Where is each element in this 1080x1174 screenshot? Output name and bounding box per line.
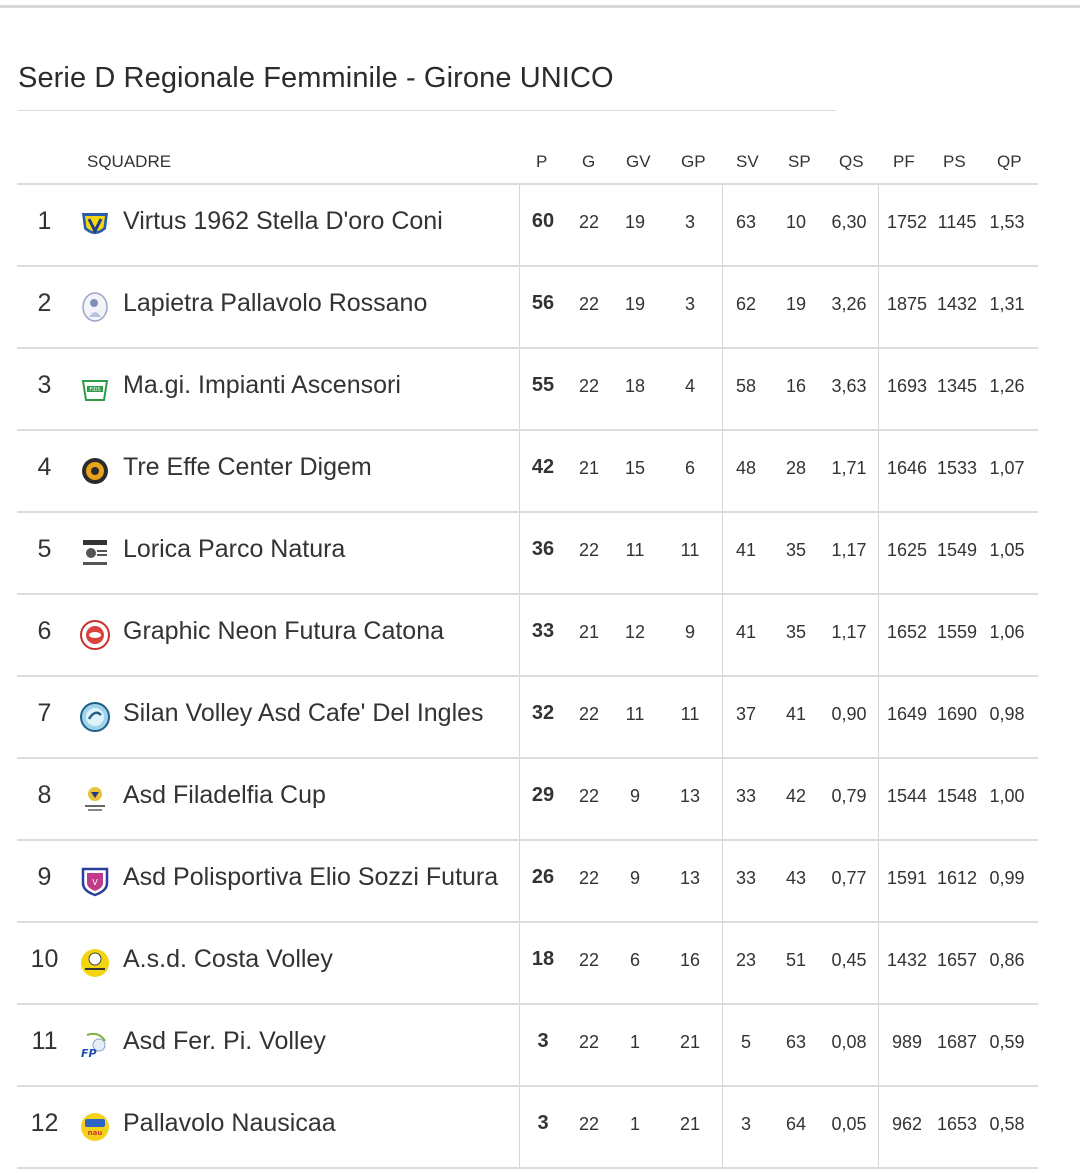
cell-qp: 1,26 <box>989 376 1025 396</box>
cell-g: 22 <box>578 540 600 560</box>
cell-gp: 13 <box>679 868 701 888</box>
cell-qs: 1,17 <box>831 622 867 642</box>
svg-text:FIDS: FIDS <box>89 387 101 393</box>
rank-cell: 1 <box>37 207 52 235</box>
cell-p: 55 <box>531 374 555 396</box>
magi-logo-icon <box>79 373 111 405</box>
cell-g: 22 <box>578 294 600 314</box>
cell-qs: 0,79 <box>831 786 867 806</box>
cell-ps: 1549 <box>936 540 978 560</box>
cell-sv: 41 <box>735 540 757 560</box>
cell-qp: 1,31 <box>989 294 1025 314</box>
page-title: Serie D Regionale Femminile - Girone UNICO <box>18 62 614 94</box>
cell-gv: 6 <box>629 950 640 970</box>
cell-p: 3 <box>537 1030 549 1052</box>
sozzi-logo-icon <box>79 865 111 897</box>
cell-qs: 0,90 <box>831 704 867 724</box>
team-name[interactable]: A.s.d. Costa Volley <box>123 945 333 973</box>
cell-g: 21 <box>578 458 600 478</box>
table-row <box>17 595 1038 677</box>
graphic-neon-logo-icon <box>79 619 111 651</box>
table-row <box>17 1005 1038 1087</box>
cell-g: 22 <box>578 950 600 970</box>
cell-p: 36 <box>531 538 555 560</box>
table-row <box>17 759 1038 841</box>
cell-pf: 1649 <box>886 704 928 724</box>
cell-sv: 23 <box>735 950 757 970</box>
column-divider <box>878 595 879 675</box>
cell-sv: 58 <box>735 376 757 396</box>
virtus-logo-icon <box>79 209 111 241</box>
cell-gv: 12 <box>624 622 646 642</box>
column-divider <box>878 185 879 265</box>
cell-sv: 33 <box>735 868 757 888</box>
cell-p: 18 <box>531 948 555 970</box>
team-name[interactable]: Pallavolo Nausicaa <box>123 1109 336 1137</box>
table-row <box>17 513 1038 595</box>
cell-qs: 1,17 <box>831 540 867 560</box>
cell-qp: 1,53 <box>989 212 1025 232</box>
header-p: P <box>536 152 548 171</box>
column-divider <box>878 513 879 593</box>
cell-g: 21 <box>578 622 600 642</box>
costa-logo-icon <box>79 947 111 979</box>
cell-sp: 41 <box>785 704 807 724</box>
table-row <box>17 267 1038 349</box>
table-header <box>17 140 1038 185</box>
cell-sp: 35 <box>785 622 807 642</box>
table-row <box>17 431 1038 513</box>
table-row <box>17 185 1038 267</box>
cell-qp: 1,07 <box>989 458 1025 478</box>
cell-sv: 62 <box>735 294 757 314</box>
cell-ps: 1548 <box>936 786 978 806</box>
cell-ps: 1653 <box>936 1114 978 1134</box>
cell-gp: 21 <box>679 1032 701 1052</box>
team-name[interactable]: Silan Volley Asd Cafe' Del Ingles <box>123 699 484 727</box>
column-divider <box>878 923 879 1003</box>
team-name[interactable]: Ma.gi. Impianti Ascensori <box>123 371 401 399</box>
table-row <box>17 349 1038 431</box>
cell-p: 29 <box>531 784 555 806</box>
cell-ps: 1657 <box>936 950 978 970</box>
standings-table <box>17 140 1038 1169</box>
cell-pf: 1432 <box>886 950 928 970</box>
cell-gv: 15 <box>624 458 646 478</box>
header-g: G <box>582 152 596 171</box>
header-pf: PF <box>893 152 915 171</box>
cell-g: 22 <box>578 868 600 888</box>
rank-cell: 7 <box>37 699 52 727</box>
ferpi-logo-icon <box>79 1029 111 1061</box>
cell-gp: 21 <box>679 1114 701 1134</box>
cell-p: 60 <box>531 210 555 232</box>
cell-sp: 64 <box>785 1114 807 1134</box>
cell-pf: 1646 <box>886 458 928 478</box>
title-divider <box>18 110 836 111</box>
cell-sp: 43 <box>785 868 807 888</box>
cell-qp: 0,58 <box>989 1114 1025 1134</box>
column-divider <box>878 759 879 839</box>
svg-text:FP: FP <box>81 1047 97 1060</box>
cell-gp: 6 <box>684 458 695 478</box>
cell-qp: 0,99 <box>989 868 1025 888</box>
cell-sp: 35 <box>785 540 807 560</box>
header-qs: QS <box>839 152 864 171</box>
cell-pf: 1752 <box>886 212 928 232</box>
header-qp: QP <box>997 152 1022 171</box>
column-divider <box>878 677 879 757</box>
rank-cell: 6 <box>37 617 52 645</box>
cell-qs: 6,30 <box>831 212 867 232</box>
table-row <box>17 923 1038 1005</box>
cell-qp: 1,00 <box>989 786 1025 806</box>
cell-sp: 51 <box>785 950 807 970</box>
team-name[interactable]: Asd Polisportiva Elio Sozzi Futura <box>123 863 499 891</box>
table-row <box>17 1087 1038 1169</box>
team-name[interactable]: Asd Filadelfia Cup <box>123 781 326 809</box>
cell-ps: 1345 <box>936 376 978 396</box>
cell-sv: 3 <box>740 1114 751 1134</box>
rank-cell: 3 <box>37 371 52 399</box>
rank-cell: 2 <box>37 289 52 317</box>
rank-cell: 12 <box>30 1109 59 1137</box>
cell-gp: 3 <box>684 294 695 314</box>
table-row <box>17 677 1038 759</box>
cell-p: 33 <box>531 620 555 642</box>
cell-ps: 1432 <box>936 294 978 314</box>
cell-gp: 4 <box>684 376 695 396</box>
cell-gv: 1 <box>629 1032 640 1052</box>
team-name[interactable]: Tre Effe Center Digem <box>123 453 372 481</box>
cell-sv: 48 <box>735 458 757 478</box>
cell-pf: 1875 <box>886 294 928 314</box>
cell-g: 22 <box>578 212 600 232</box>
cell-qp: 1,05 <box>989 540 1025 560</box>
cell-gp: 3 <box>684 212 695 232</box>
rank-cell: 5 <box>37 535 52 563</box>
cell-g: 22 <box>578 1114 600 1134</box>
team-name[interactable]: Graphic Neon Futura Catona <box>123 617 445 645</box>
team-name[interactable]: Lorica Parco Natura <box>123 535 346 563</box>
filadelfia-logo-icon <box>79 783 111 815</box>
column-divider <box>878 841 879 921</box>
header-sv: SV <box>736 152 759 171</box>
cell-g: 22 <box>578 376 600 396</box>
cell-ps: 1687 <box>936 1032 978 1052</box>
cell-sp: 42 <box>785 786 807 806</box>
cell-sv: 5 <box>740 1032 751 1052</box>
rank-cell: 4 <box>37 453 52 481</box>
cell-gp: 11 <box>680 540 700 560</box>
header-ps: PS <box>943 152 966 171</box>
cell-pf: 1591 <box>886 868 928 888</box>
column-divider <box>878 1087 879 1167</box>
cell-sv: 33 <box>735 786 757 806</box>
cell-sv: 63 <box>735 212 757 232</box>
cell-g: 22 <box>578 704 600 724</box>
rank-cell: 10 <box>30 945 59 973</box>
silan-logo-icon <box>79 701 111 733</box>
cell-pf: 1693 <box>886 376 928 396</box>
cell-sp: 28 <box>785 458 807 478</box>
cell-sv: 41 <box>735 622 757 642</box>
cell-gp: 9 <box>684 622 695 642</box>
lapietra-logo-icon <box>79 291 111 323</box>
cell-sp: 63 <box>785 1032 807 1052</box>
cell-ps: 1559 <box>936 622 978 642</box>
cell-sp: 19 <box>785 294 807 314</box>
cell-gp: 13 <box>679 786 701 806</box>
rank-cell: 8 <box>37 781 52 809</box>
header-gv: GV <box>626 152 651 171</box>
cell-gp: 11 <box>680 704 700 724</box>
cell-qp: 0,86 <box>989 950 1025 970</box>
cell-sp: 16 <box>785 376 807 396</box>
cell-gv: 11 <box>625 540 645 560</box>
cell-qp: 0,59 <box>989 1032 1025 1052</box>
cell-qs: 0,05 <box>831 1114 867 1134</box>
cell-ps: 1145 <box>937 212 977 232</box>
cell-qp: 1,06 <box>989 622 1025 642</box>
cell-gp: 16 <box>679 950 701 970</box>
header-squadre: SQUADRE <box>87 152 172 171</box>
rank-cell: 11 <box>31 1027 58 1055</box>
cell-ps: 1533 <box>936 458 978 478</box>
svg-text:nau: nau <box>87 1129 103 1137</box>
cell-qs: 3,63 <box>831 376 867 396</box>
team-name[interactable]: Lapietra Pallavolo Rossano <box>123 289 428 317</box>
cell-qs: 0,45 <box>831 950 867 970</box>
column-divider <box>878 349 879 429</box>
svg-text:V: V <box>92 878 98 887</box>
cell-qs: 0,77 <box>831 868 867 888</box>
cell-gv: 18 <box>624 376 646 396</box>
table-row <box>17 841 1038 923</box>
cell-g: 22 <box>578 786 600 806</box>
cell-g: 22 <box>578 1032 600 1052</box>
rank-cell: 9 <box>37 863 52 891</box>
team-name[interactable]: Virtus 1962 Stella D'oro Coni <box>123 207 443 235</box>
cell-pf: 1544 <box>886 786 928 806</box>
cell-qs: 3,26 <box>831 294 867 314</box>
cell-gv: 19 <box>624 294 646 314</box>
cell-p: 42 <box>531 456 555 478</box>
cell-pf: 989 <box>891 1032 923 1052</box>
tre-effe-logo-icon <box>79 455 111 487</box>
top-divider <box>0 5 1080 8</box>
cell-sp: 10 <box>785 212 807 232</box>
cell-gv: 11 <box>625 704 645 724</box>
cell-qs: 1,71 <box>831 458 867 478</box>
cell-ps: 1690 <box>936 704 978 724</box>
cell-pf: 1625 <box>886 540 928 560</box>
header-sp: SP <box>788 152 811 171</box>
cell-p: 26 <box>531 866 555 888</box>
cell-gv: 9 <box>629 868 640 888</box>
column-divider <box>878 267 879 347</box>
cell-pf: 1652 <box>886 622 928 642</box>
cell-qp: 0,98 <box>989 704 1025 724</box>
cell-gv: 19 <box>624 212 646 232</box>
team-name[interactable]: Asd Fer. Pi. Volley <box>123 1027 326 1055</box>
column-divider <box>878 1005 879 1085</box>
lorica-logo-icon <box>79 537 111 569</box>
cell-p: 3 <box>537 1112 549 1134</box>
column-divider <box>878 431 879 511</box>
cell-pf: 962 <box>891 1114 923 1134</box>
cell-gv: 1 <box>629 1114 640 1134</box>
cell-p: 32 <box>531 702 555 724</box>
cell-ps: 1612 <box>936 868 978 888</box>
header-gp: GP <box>681 152 706 171</box>
cell-p: 56 <box>531 292 555 314</box>
cell-qs: 0,08 <box>831 1032 867 1052</box>
nausicaa-logo-icon <box>79 1111 111 1143</box>
cell-gv: 9 <box>629 786 640 806</box>
cell-sv: 37 <box>735 704 757 724</box>
